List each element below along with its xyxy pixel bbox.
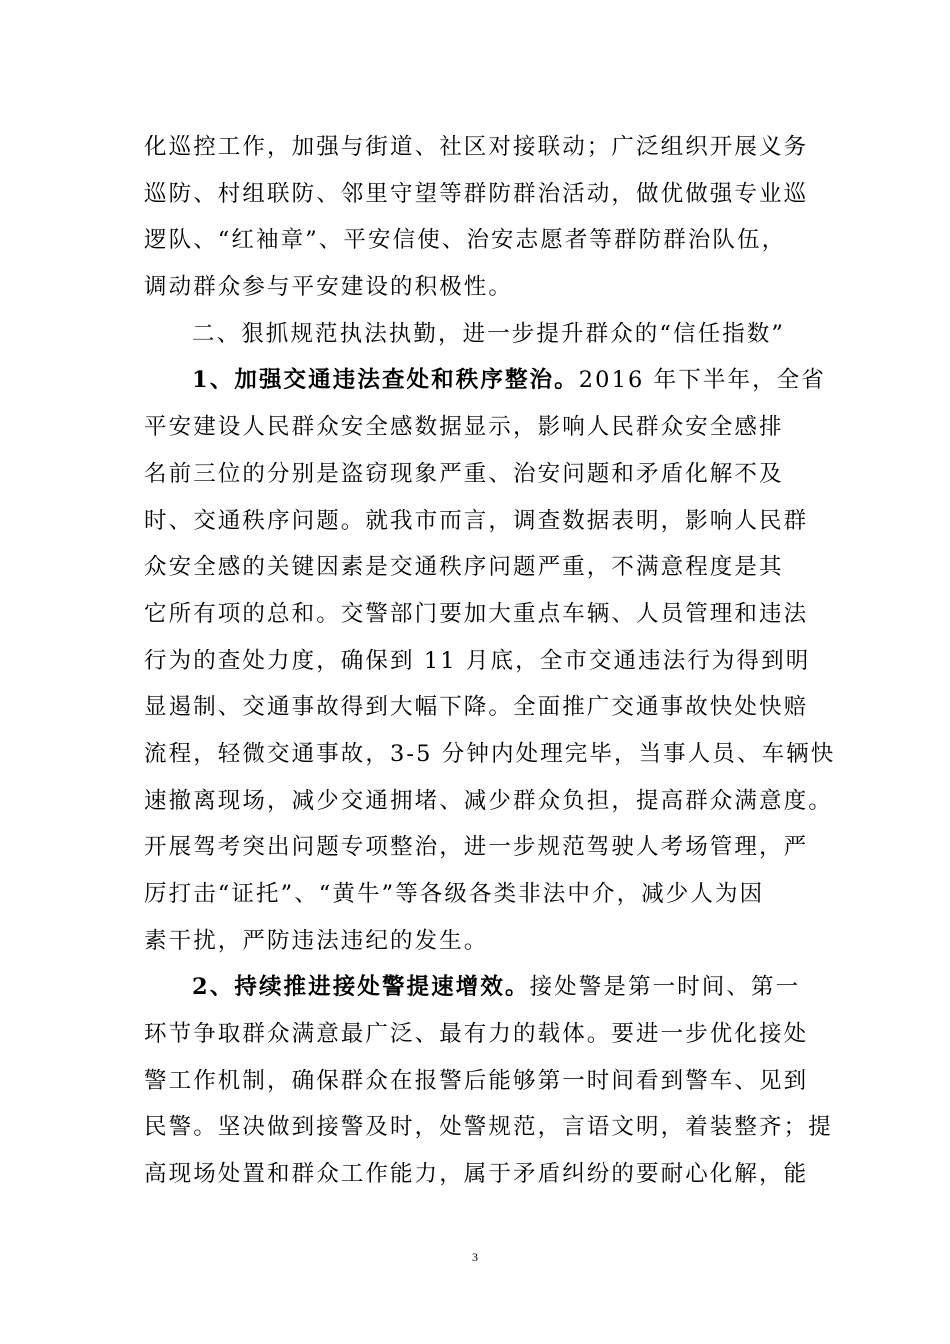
page-number: 3 xyxy=(472,1250,478,1264)
text-line: 时、交通秩序问题。就我市而言，调查数据表明，影响人民群 xyxy=(144,507,809,534)
text-line: 环节争取群众满意最广泛、最有力的载体。要进一步优化接处 xyxy=(144,1021,809,1048)
paragraph-2-heading: 2、持续推进接处警提速增效。 xyxy=(192,974,530,1001)
text-line: 高现场处置和群众工作能力，属于矛盾纠纷的要耐心化解，能 xyxy=(144,1161,809,1188)
text-line: 速撤离现场，减少交通拥堵、减少群众负担，提高群众满意度。 xyxy=(144,787,833,814)
body-text xyxy=(144,124,836,1198)
paragraph-1-first-line xyxy=(144,357,826,404)
text-line: 警工作机制，确保群众在报警后能够第一时间看到警车、见到 xyxy=(144,1067,809,1094)
text-line: 流程，轻微交通事故，3-5 分钟内处理完毕，当事人员、车辆快 xyxy=(144,740,836,767)
section-heading: 二、狠抓规范执法执勤，进一步提升群众的“信任指数” xyxy=(192,320,786,347)
text-line: 行为的查处力度，确保到 11 月底，全市交通违法行为得到明 xyxy=(144,647,811,674)
paragraph-1-lead: 2016 年下半年，全省 xyxy=(578,367,826,394)
text-line: 厉打击“证托”、“黄牛”等各级各类非法中介，减少人为因 xyxy=(144,881,765,907)
paragraph-2-first-line xyxy=(144,964,810,1011)
paragraph-2-lead: 接处警是第一时间、第一 xyxy=(529,974,801,1001)
text-line: 众安全感的关键因素是交通秩序问题严重，不满意程度是其 xyxy=(144,554,784,581)
text-line: 巡防、村组联防、邻里守望等群防群治活动，做优做强专业巡 xyxy=(144,180,809,207)
text-line: 平安建设人民群众安全感数据显示，影响人民群众安全感排 xyxy=(144,414,784,441)
text-line: 民警。坚决做到接警及时，处警规范，言语文明，着装整齐；提 xyxy=(144,1114,833,1141)
text-line: 开展驾考突出问题专项整治，进一步规范驾驶人考场管理，严 xyxy=(144,834,809,861)
text-line: 素干扰，严防违法违纪的发生。 xyxy=(144,927,489,954)
paragraph-1-heading: 1、加强交通违法查处和秩序整治。 xyxy=(192,367,579,394)
text-line: 调动群众参与平安建设的积极性。 xyxy=(144,274,514,301)
text-line: 名前三位的分别是盗窃现象严重、治安问题和矛盾化解不及 xyxy=(144,460,784,487)
text-line: 化巡控工作，加强与街道、社区对接联动；广泛组织开展义务 xyxy=(144,134,809,160)
text-line: 显遏制、交通事故得到大幅下降。全面推广交通事故快处快赔 xyxy=(144,694,809,721)
text-line: 它所有项的总和。交警部门要加大重点车辆、人员管理和违法 xyxy=(144,600,809,627)
text-line: 逻队、“红袖章”、平安信使、治安志愿者等群防群治队伍， xyxy=(144,227,787,254)
